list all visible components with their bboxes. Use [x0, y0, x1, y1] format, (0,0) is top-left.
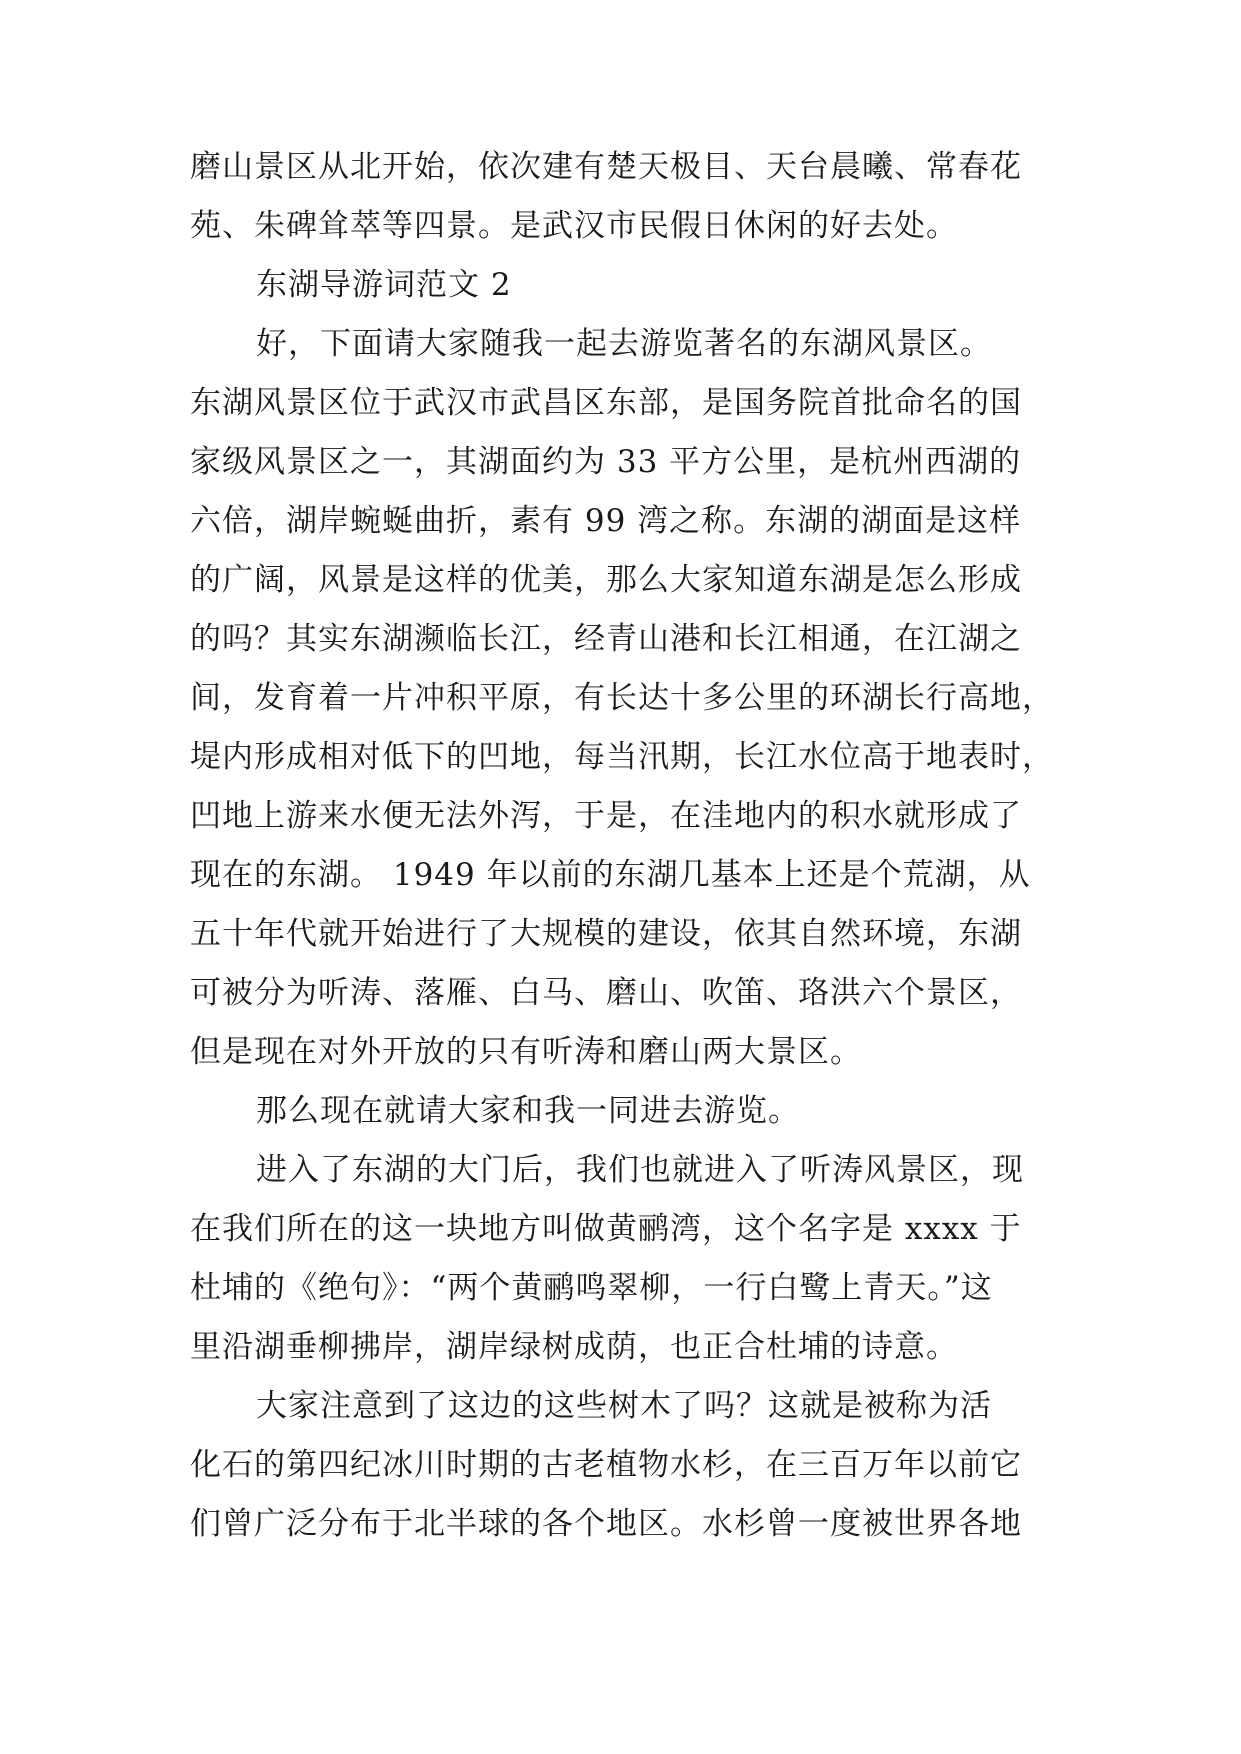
text-line: 堤内形成相对低下的凹地，每当汛期，长江水位高于地表时，: [190, 739, 1054, 775]
text-line: 凹地上游来水便无法外泻，于是，在洼地内的积水就形成了: [190, 798, 1022, 834]
text-line: 东湖风景区位于武汉市武昌区东部，是国务院首批命名的国: [190, 385, 1022, 421]
text-line: 苑、朱碑耸萃等四景。是武汉市民假日休闲的好去处。: [190, 208, 958, 244]
text-line: 好，下面请大家随我一起去游览著名的东湖风景区。: [256, 326, 992, 362]
text-line: 的广阔，风景是这样的优美，那么大家知道东湖是怎么形成: [190, 562, 1022, 598]
text-line: 家级风景区之一，其湖面约为 33 平方公里，是杭州西湖的: [190, 444, 1022, 480]
text-line: 现在的东湖。 1949 年以前的东湖几基本上还是个荒湖，从: [190, 857, 1031, 893]
text-line: 那么现在就请大家和我一同进去游览。: [256, 1093, 800, 1129]
text-line: 大家注意到了这边的这些树木了吗？这就是被称为活: [256, 1388, 992, 1424]
text-line: 可被分为听涛、落雁、白马、磨山、吹笛、珞洪六个景区，: [190, 975, 1022, 1011]
text-line: 在我们所在的这一块地方叫做黄鹂湾，这个名字是 xxxx 于: [190, 1211, 1022, 1247]
text-line: 但是现在对外开放的只有听涛和磨山两大景区。: [190, 1034, 862, 1070]
text-line: 们曾广泛分布于北半球的各个地区。水杉曾一度被世界各地: [190, 1506, 1022, 1542]
text-line: 六倍，湖岸蜿蜒曲折，素有 99 湾之称。东湖的湖面是这样: [190, 503, 1022, 539]
section-heading: 东湖导游词范文 2: [256, 267, 512, 303]
text-line: 杜埔的《绝句》：“两个黄鹂鸣翠柳，一行白鹭上青天。”这: [190, 1270, 993, 1306]
text-line: 里沿湖垂柳拂岸，湖岸绿树成荫，也正合杜埔的诗意。: [190, 1329, 958, 1365]
text-line: 五十年代就开始进行了大规模的建设，依其自然环境，东湖: [190, 916, 1022, 952]
text-line: 的吗？其实东湖濒临长江，经青山港和长江相通，在江湖之: [190, 621, 1022, 657]
text-line: 磨山景区从北开始，依次建有楚天极目、天台晨曦、常春花: [190, 149, 1022, 185]
text-line: 化石的第四纪冰川时期的古老植物水杉，在三百万年以前它: [190, 1447, 1022, 1483]
text-line: 进入了东湖的大门后，我们也就进入了听涛风景区，现: [256, 1152, 1024, 1188]
text-line: 间，发育着一片冲积平原，有长达十多公里的环湖长行高地，: [190, 680, 1054, 716]
